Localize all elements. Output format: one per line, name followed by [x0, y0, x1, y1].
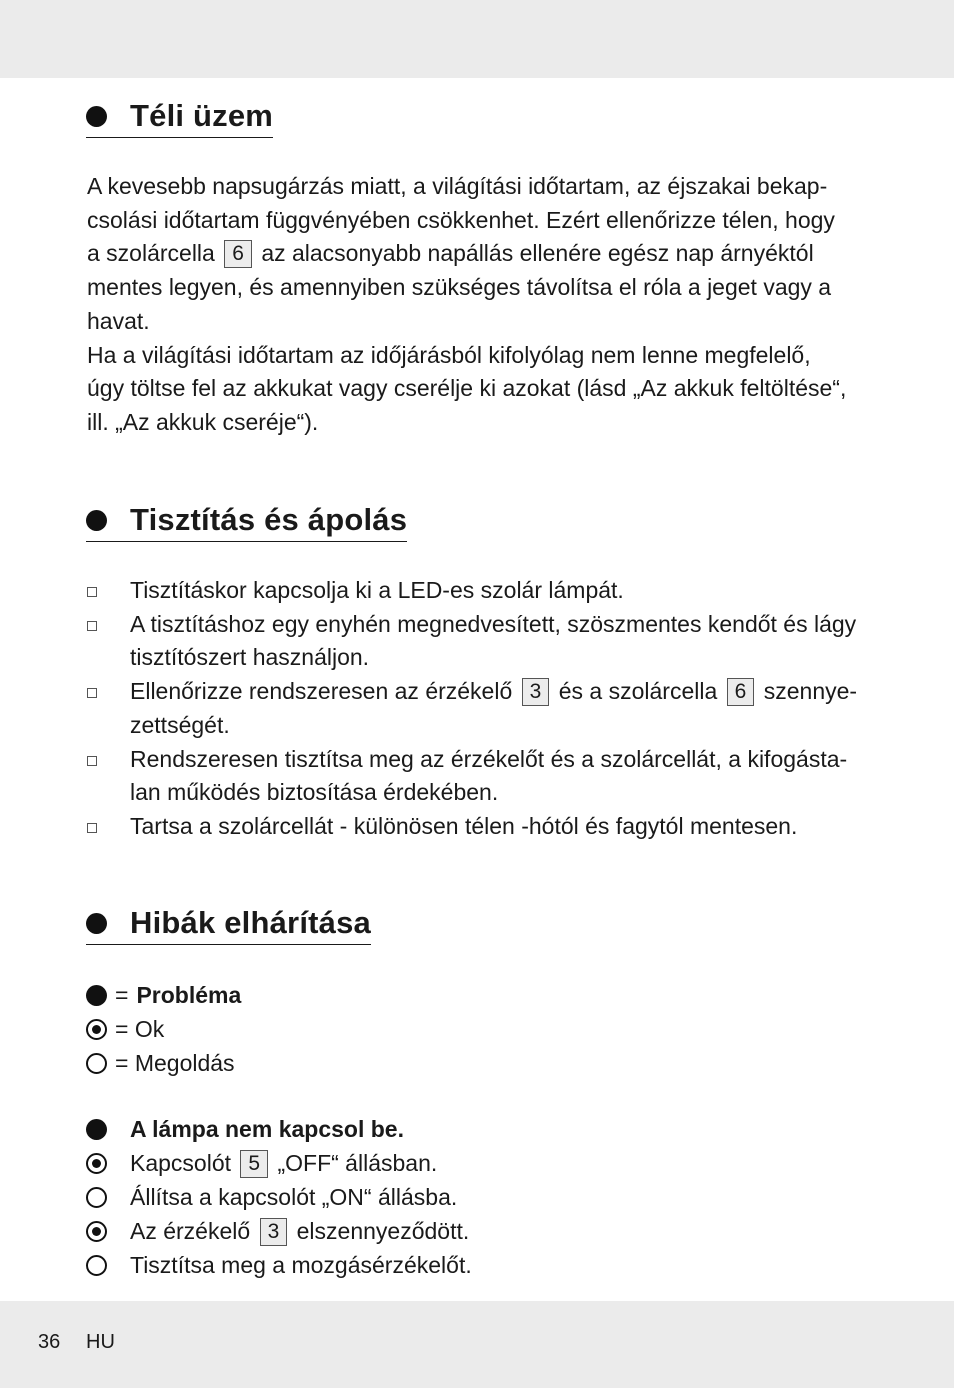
text-line: Tisztításkor kapcsolja ki a LED-es szolár lámpát. [130, 577, 624, 603]
troubleshooting-table [86, 1112, 472, 1282]
legend-equals: = [115, 982, 129, 1008]
text-line: mentes legyen, és amennyiben szükséges távolítsa el róla a jeget vagy a [87, 274, 832, 301]
checkbox-bullet-icon [87, 587, 97, 597]
legend-row-problem [86, 978, 241, 1012]
text-line: zettségét. [130, 711, 230, 738]
problem-row [86, 1112, 404, 1146]
page-number: 36 [38, 1331, 61, 1353]
solution-icon [86, 1255, 107, 1276]
solution-icon [86, 1187, 107, 1208]
heading-text: Téli üzem [130, 98, 274, 133]
text-line [130, 675, 876, 709]
text-line: Ha a világítási időtartam az időjárásból kifolyólag nem lenne megfelelő, [87, 341, 811, 368]
solution-row [86, 1248, 472, 1282]
checkbox-bullet-icon [87, 621, 97, 631]
text-line [87, 237, 867, 271]
legend-row-ok [86, 1012, 241, 1046]
solution-text: Állítsa a kapcsolót „ON“ állásba. [130, 1184, 458, 1210]
legend-row-solution [86, 1046, 241, 1080]
solution-icon [86, 1053, 107, 1074]
list-item [86, 608, 876, 675]
winter-paragraph [87, 170, 867, 440]
solution-row [86, 1180, 458, 1214]
cause-icon [86, 1153, 107, 1174]
checkbox-bullet-icon [87, 688, 97, 698]
text-line: Rendszeresen tisztítsa meg az érzékelőt és a szolárcellát, a kifogásta- [130, 745, 848, 772]
language-code: HU [86, 1331, 115, 1353]
header-band [0, 0, 954, 78]
part-reference-badge: 6 [224, 240, 252, 268]
part-reference-badge: 3 [522, 678, 550, 706]
problem-icon [86, 985, 107, 1006]
cause-icon [86, 1221, 107, 1242]
symbol-legend [86, 978, 241, 1080]
cause-icon [86, 1019, 107, 1040]
part-reference-badge: 6 [727, 678, 755, 706]
list-item [86, 743, 876, 810]
problem-icon [86, 1119, 107, 1140]
section-bullet-icon [86, 913, 107, 934]
text-line: Tartsa a szolárcellát - különösen télen -hótól és fagytól mentesen. [130, 812, 798, 839]
legend-problem-label: Probléma [136, 982, 242, 1008]
text-fragment: a szolárcella [87, 240, 215, 267]
heading-text: Hibák elhárítása [130, 905, 371, 940]
checkbox-bullet-icon [87, 756, 97, 766]
text-fragment: „OFF“ állásban. [277, 1150, 438, 1176]
legend-solution-label: = Megoldás [115, 1050, 235, 1076]
text-line: úgy töltse fel az akkukat vagy cserélje ki azokat (lásd „Az akkuk feltöltése“, [87, 375, 847, 402]
list-item [86, 574, 876, 608]
text-fragment: az alacsonyabb napállás ellenére egész nap árnyéktól [261, 240, 814, 267]
text-fragment: Az érzékelő [130, 1218, 251, 1244]
text-fragment: elszennyeződött. [296, 1218, 470, 1244]
cleaning-list [86, 574, 876, 844]
text-line: A kevesebb napsugárzás miatt, a világítási időtartam, az éjszakai bekap- [87, 173, 828, 199]
problem-title: A lámpa nem kapcsol be. [130, 1116, 404, 1142]
heading-troubleshooting [86, 905, 371, 945]
list-item [86, 675, 876, 742]
heading-text: Tisztítás és ápolás [130, 502, 408, 537]
cause-text [130, 1214, 469, 1248]
list-item [86, 810, 876, 844]
heading-winter-operation [86, 98, 273, 138]
solution-text: Tisztítsa meg a mozgásérzékelőt. [130, 1252, 472, 1278]
text-fragment: szennye- [763, 678, 858, 705]
cause-text [130, 1146, 437, 1180]
legend-ok-label: = Ok [115, 1016, 165, 1042]
heading-cleaning-care [86, 502, 407, 542]
part-reference-badge: 5 [240, 1150, 268, 1178]
footer-band [0, 1301, 954, 1388]
section-bullet-icon [86, 510, 107, 531]
text-line: havat. [87, 307, 150, 334]
text-fragment: Kapcsolót [130, 1150, 232, 1176]
cause-row [86, 1146, 438, 1180]
cause-row [86, 1214, 470, 1248]
text-line: lan működés biztosítása érdekében. [130, 779, 499, 806]
text-line: tisztítószert használjon. [130, 644, 370, 671]
text-line: A tisztításhoz egy enyhén megnedvesített, szöszmentes kendőt és lágy [130, 610, 857, 637]
checkbox-bullet-icon [87, 823, 97, 833]
section-bullet-icon [86, 106, 107, 127]
text-line: csolási időtartam függvényében csökkenhet. Ezért ellenőrizze télen, hogy [87, 206, 835, 233]
text-fragment: Ellenőrizze rendszeresen az érzékelő [130, 678, 513, 705]
text-line: ill. „Az akkuk cseréje“). [87, 408, 319, 435]
part-reference-badge: 3 [260, 1218, 288, 1246]
text-fragment: és a szolárcella [558, 678, 718, 705]
